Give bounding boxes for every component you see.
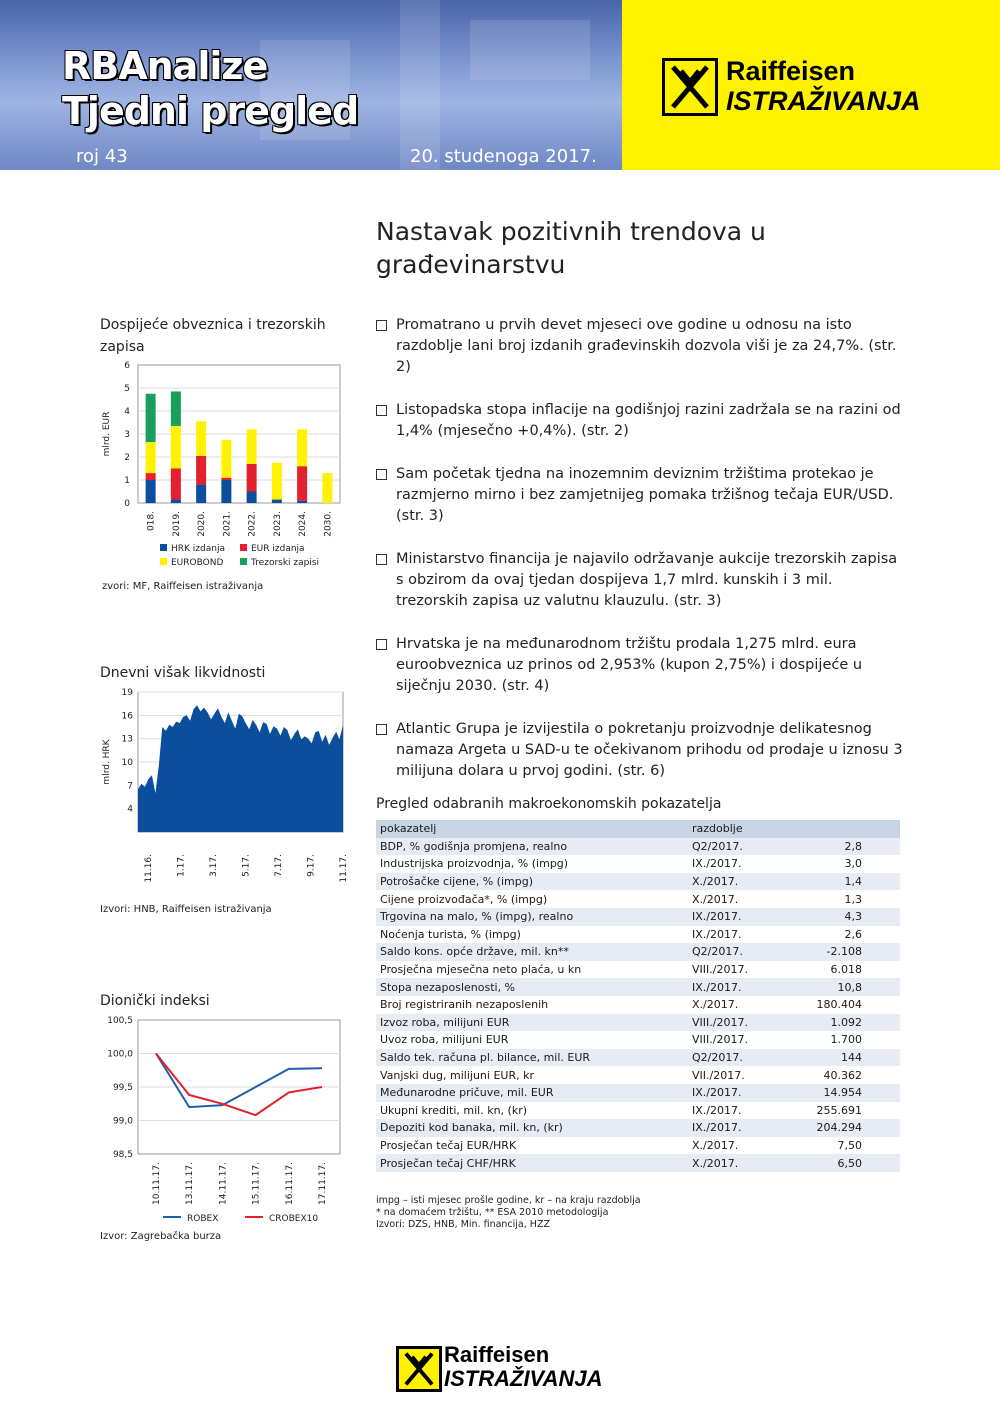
x-tick-label: 13.11.17. [185,1162,196,1205]
table-row [376,838,900,856]
chart-maturities [95,360,355,590]
bullet-text: Hrvatska je na međunarodnom tržištu prodala 1,275 mlrd. eura euroobveznica uz prinos od 2,953% (kupon 2,75%) i dospijeće u siječnju 2030. (str. 4) [396,636,863,694]
table-notes [376,1195,641,1231]
table-title: Pregled odabranih makroekonomskih pokazatelja [376,796,722,812]
indicator-cell: Prosječan tečaj EUR/HRK [380,1138,517,1152]
y-tick-label: 10 [121,758,133,768]
value-cell: 2,6 [844,927,862,941]
y-tick-label: 0 [124,499,130,509]
x-tick-label: 2021. [222,511,233,537]
table-row [376,978,900,996]
footer-logo-brand-text: Raiffeisen [444,1342,550,1367]
period-cell: X./2017. [674,873,786,891]
bar-segment [196,485,206,503]
x-tick-label: 17.11.17. [318,1162,328,1205]
publication-title: RBAnalize [62,44,268,88]
period-cell: VIII./2017. [692,1033,748,1047]
legend-label: HRK izdanja [171,544,225,554]
bar-segment [297,501,307,503]
x-tick-label: 16.11.17. [284,1162,295,1205]
x-tick-label: 9.17. [306,854,317,877]
indicator-cell: Trgovina na malo, % (impg), realno [376,908,674,926]
footer-raiffeisen-logo-icon [396,1346,442,1392]
logo-brand-text: Raiffeisen [726,56,856,86]
indicator-cell: Saldo tek. računa pl. bilance, mil. EUR [376,1049,674,1067]
raiffeisen-logo-icon [662,58,718,116]
legend-swatch [240,558,247,565]
period-cell: X./2017. [692,1138,739,1152]
bullet-square-icon [376,554,387,565]
y-axis-label: mlrd. HRK [102,739,112,785]
period-cell: IX./2017. [674,1084,786,1102]
y-tick-label: 6 [124,361,130,371]
table-note: * na domaćem tržištu, ** ESA 2010 metodologija [376,1207,609,1218]
value-cell: -2.108 [786,943,900,961]
period-cell: IX./2017. [692,927,742,941]
chart-indices [95,1010,355,1230]
bullet-text: Atlantic Grupa je izvijestila o pokretanju proizvodnje delikatesnog namaza Argeta u SAD-u te očekivanom prihodu od prodaje u iznosu 3 milijuna dolara u prvoj godini. (str. 6) [396,721,903,779]
bar-segment [221,440,231,478]
y-tick-label: 99,0 [112,1116,133,1127]
y-tick-label: 19 [121,688,133,698]
table-row [376,908,900,926]
bullet-square-icon [376,320,387,331]
bar-segment [171,426,181,469]
issue-number: roj 43 [76,146,128,167]
table-note: Izvori: DZS, HNB, Min. financija, HZZ [376,1219,550,1230]
bar-segment [322,473,332,503]
table-row [376,873,900,891]
value-cell: 1.700 [830,1033,862,1047]
period-cell: X./2017. [692,998,739,1012]
value-cell: 255.691 [816,1103,862,1117]
legend-swatch [160,558,167,565]
legend-label: CROBEX10 [269,1214,319,1224]
table-row [376,1066,900,1084]
x-tick-label: 7.17. [274,854,284,877]
value-cell: 6.018 [830,963,862,977]
table-row [376,890,900,908]
value-cell: 14.954 [786,1084,900,1102]
bullet-item [376,464,906,527]
y-axis-label: mlrd. EUR [102,411,112,457]
period-cell: VII./2017. [692,1068,745,1082]
table-row [376,1154,900,1172]
bar-segment [146,442,156,473]
legend-swatch [240,544,247,551]
indicator-cell: Depoziti kod banaka, mil. kn, (kr) [376,1119,674,1137]
bullet-text: Ministarstvo financija je najavilo održavanje aukcije trezorskih zapisa s obzirom da ovaj tjedan dospijeva 1,7 mlrd. kunskih i 3 mil. trezorskih zapisa uz valutnu klauzulu. (str. 3) [396,551,898,609]
y-tick-label: 4 [124,407,130,417]
x-tick-label: 2019. [171,511,182,537]
table-row [376,1014,900,1032]
bar-segment [297,429,307,466]
x-tick-label: 11.17. [339,854,349,883]
period-cell: VIII./2017. [692,963,748,977]
x-tick-label: 11.16. [144,854,154,883]
table-row [376,1084,900,1102]
footer-logo-unit-text: ISTRAŽIVANJA [444,1366,603,1391]
bar-segment [297,466,307,501]
table-row [376,855,900,873]
bar-segment [171,469,181,500]
x-tick-label: 018. [146,511,157,532]
bar-segment [146,394,156,442]
value-cell: 204.294 [786,1119,900,1137]
indicator-cell: Izvoz roba, milijuni EUR [376,1014,674,1032]
table-row [376,1102,900,1120]
y-tick-label: 13 [121,734,133,745]
indicator-cell: BDP, % godišnja promjena, realno [376,838,674,856]
bar-segment [171,391,181,426]
indicator-cell: Vanjski dug, milijuni EUR, kr [380,1068,534,1082]
bullet-item [376,315,906,378]
value-cell: 10,8 [786,978,900,996]
bullet-item [376,400,906,442]
bar-segment [247,464,257,492]
legend-swatch [160,544,167,551]
value-cell: 4,3 [786,908,900,926]
indicator-cell: Cijene proizvođača*, % (impg) [380,892,548,906]
x-tick-label: 14.11.17. [218,1162,229,1205]
indicator-cell: Prosječan tečaj CHF/HRK [376,1154,674,1172]
period-cell: IX./2017. [692,1103,742,1117]
value-cell: 1,4 [786,873,900,891]
bar-segment [221,480,231,503]
bar-segment [272,500,282,503]
y-tick-label: 4 [127,804,133,815]
header-banner [0,0,622,170]
y-tick-label: 7 [127,781,133,792]
legend-label: EUROBOND [171,558,224,568]
value-cell: 1.092 [786,1014,900,1032]
y-tick-label: 99,5 [112,1083,133,1093]
table-row [376,926,900,944]
banner-stripe [470,20,590,80]
y-tick-label: 5 [124,384,130,394]
chart1-title: Dospijeće obveznica i trezorskih zapisa [100,317,326,355]
period-cell: IX./2017. [674,908,786,926]
value-cell: 6,50 [786,1154,900,1172]
chart3-title: Dionički indeksi [100,993,210,1009]
table-header-row [376,820,900,838]
chart-liquidity [95,685,355,895]
period-cell: Q2/2017. [674,943,786,961]
bar-segment [247,429,257,464]
bullet-text: Promatrano u prvih devet mjeseci ove godine u odnosu na isto razdoblje lani broj izdanih građevinskih dozvola viši je za 24,7%. (str. 2) [396,317,897,375]
y-tick-label: 3 [124,430,130,440]
y-tick-label: 2 [124,453,130,463]
x-tick-label: 2022. [247,511,258,537]
bar-segment [196,421,206,456]
indicator-cell: Broj registriranih nezaposlenih [380,998,549,1012]
y-tick-label: 1 [124,476,130,486]
period-cell: Q2/2017. [674,1049,786,1067]
indicator-cell: Noćenja turista, % (impg) [380,927,521,941]
y-tick-label: 98,5 [112,1150,133,1160]
headline: Nastavak pozitivnih trendova u građevinarstvu [376,217,766,279]
x-tick-label: 3.17. [209,854,219,877]
publication-subtitle: Tjedni pregled [62,89,359,133]
table-row [376,1049,900,1067]
x-tick-label: 2030. [323,511,334,537]
indicator-cell: Industrijska proizvodnja, % (impg) [380,857,569,871]
value-cell: 7,50 [837,1138,862,1152]
banner-stripe [400,0,440,170]
chart2-source: Izvori: HNB, Raiffeisen istraživanja [100,904,272,915]
x-tick-label: 15.11.17. [251,1162,262,1205]
bar-segment [221,478,231,480]
bullet-text: Sam početak tjedna na inozemnim deviznim tržištima protekao je razmjerno mirno i bez zamjetnijeg pomaka tržišnog tečaja EUR/USD. (str. 3) [396,466,894,524]
indicator-cell: Stopa nezaposlenosti, % [376,978,674,996]
period-cell: X./2017. [692,892,739,906]
value-cell: 2,8 [786,838,900,856]
x-tick-label: 2024. [298,511,309,537]
x-tick-label: 5.17. [241,854,252,877]
value-cell [786,820,900,838]
bullet-square-icon [376,405,387,416]
y-tick-label: 16 [121,711,133,722]
indicator-cell: Međunarodne pričuve, mil. EUR [376,1084,674,1102]
value-cell: 40.362 [823,1068,862,1082]
legend-label: ROBEX [187,1214,219,1224]
logo-unit-text: ISTRAŽIVANJA [726,86,921,116]
period-cell: IX./2017. [692,857,742,871]
indicator-cell: pokazatelj [376,820,674,838]
value-cell: 1,3 [844,892,862,906]
bullet-square-icon [376,639,387,650]
x-tick-label: 1.17. [176,854,187,877]
bar-segment [247,492,257,504]
table-row [376,943,900,961]
period-cell: razdoblje [674,820,786,838]
value-cell: 3,0 [844,857,862,871]
indicator-cell: Ukupni krediti, mil. kn, (kr) [380,1103,528,1117]
bar-segment [146,480,156,503]
x-tick-label: 10.11.17. [152,1162,162,1205]
indicator-cell: Saldo kons. opće države, mil. kn** [376,943,674,961]
header-logo-area [622,0,1000,170]
chart1-source: zvori: MF, Raiffeisen istraživanja [102,581,264,592]
bullet-item [376,634,906,697]
table-row [376,1119,900,1137]
x-tick-label: 2023. [272,511,283,537]
macro-indicators-table [376,820,900,1172]
period-cell: IX./2017. [674,978,786,996]
bullet-item [376,719,906,782]
legend-label: EUR izdanja [251,544,305,554]
chart2-title: Dnevni višak likvidnosti [100,665,266,681]
issue-date: 20. studenoga 2017. [410,146,597,167]
bar-segment [196,456,206,485]
x-tick-label: 2020. [197,511,208,537]
table-note: impg – isti mjesec prošle godine, kr – na kraju razdoblja [376,1195,641,1206]
table-row [376,996,900,1014]
indicator-cell: Potrošačke cijene, % (impg) [376,873,674,891]
summary-bullets [376,315,906,804]
bar-segment [146,473,156,480]
y-tick-label: 100,5 [107,1016,133,1026]
bullet-square-icon [376,724,387,735]
bullet-text: Listopadska stopa inflacije na godišnjoj razini zadržala se na razini od 1,4% (mjesečno +0,4%). (str. 2) [396,402,901,439]
value-cell: 180.404 [816,998,862,1012]
table-row [376,1137,900,1155]
indicator-cell: Uvoz roba, milijuni EUR [380,1033,509,1047]
value-cell: 144 [786,1049,900,1067]
table-row [376,1031,900,1049]
bullet-item [376,549,906,612]
period-cell: IX./2017. [674,1119,786,1137]
y-tick-label: 100,0 [107,1049,133,1060]
table-row [376,961,900,979]
period-cell: Q2/2017. [674,838,786,856]
period-cell: VIII./2017. [674,1014,786,1032]
bar-segment [272,463,282,500]
indicator-cell: Prosječna mjesečna neto plaća, u kn [380,963,582,977]
legend-label: Trezorski zapisi [251,558,320,568]
period-cell: X./2017. [674,1154,786,1172]
bar-segment [171,500,181,503]
bullet-square-icon [376,469,387,480]
chart3-source: Izvor: Zagrebačka burza [100,1231,222,1242]
